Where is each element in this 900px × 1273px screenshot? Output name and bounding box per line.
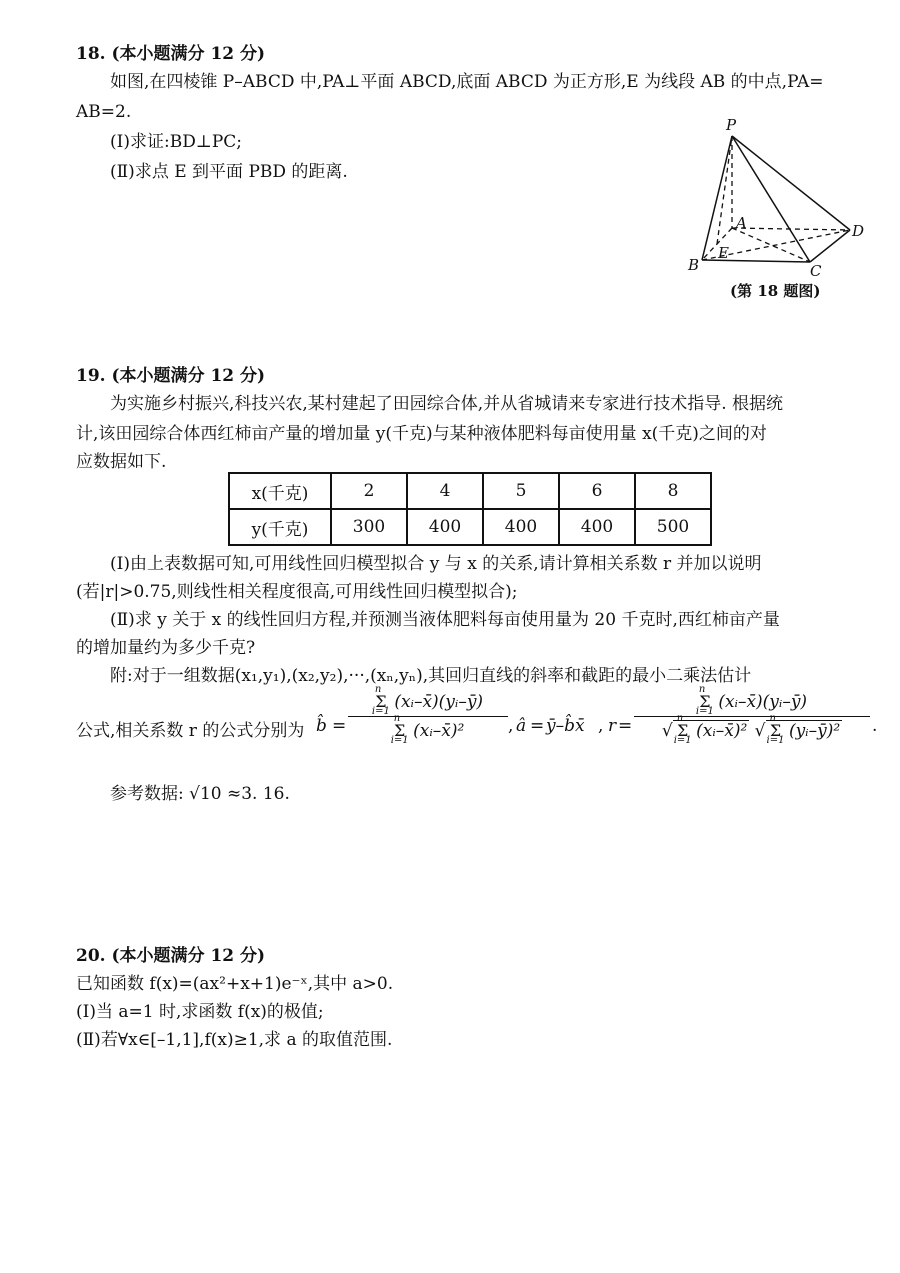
q19-reference-data: 参考数据: √10 ≈3. 16. xyxy=(110,784,290,804)
x-cell: 2 xyxy=(331,473,407,509)
b-hat-fraction: Σ n i=1 (xᵢ–x̄)(yᵢ–ȳ) Σ n i=1 (xᵢ–x̄)² xyxy=(348,690,508,743)
y-header: y(千克) xyxy=(229,509,331,545)
y-cell: 500 xyxy=(635,509,711,545)
q19-stem-line1: 为实施乡村振兴,科技兴农,某村建起了田园综合体,并从省城请来专家进行技术指导. 根据统 xyxy=(110,394,784,414)
r-symbol: r xyxy=(608,716,617,736)
q18-stem-line2: AB=2. xyxy=(76,102,132,122)
q20-part1: (Ⅰ)当 a=1 时,求函数 f(x)的极值; xyxy=(76,1002,324,1022)
edge-cd xyxy=(810,230,850,262)
pyramid-diagram xyxy=(660,110,880,300)
x-cell: 4 xyxy=(407,473,483,509)
a-hat-rhs: ȳ–b̂x̄ xyxy=(546,716,585,736)
x-cell: 5 xyxy=(483,473,559,509)
q19-heading: 19. (本小题满分 12 分) xyxy=(76,366,266,386)
q19-part2-line1: (Ⅱ)求 y 关于 x 的线性回归方程,并预测当液体肥料每亩使用量为 20 千克时,西红柿亩产量 xyxy=(110,610,780,630)
label-b: B xyxy=(688,256,700,274)
q19-part1-line2: (若|r|>0.75,则线性相关程度很高,可用线性回归模型拟合); xyxy=(76,582,518,602)
q19-part1-line1: (Ⅰ)由上表数据可知,可用线性回归模型拟合 y 与 x 的关系,请计算相关系数 r 并加以说明 xyxy=(110,554,762,574)
label-c: C xyxy=(810,262,822,280)
q18-figure xyxy=(660,110,880,300)
a-hat-symbol: â xyxy=(516,716,527,736)
q20-stem: 已知函数 f(x)=(ax²+x+1)e⁻ˣ,其中 a>0. xyxy=(76,974,394,994)
table-row-y xyxy=(229,509,711,545)
edge-pc xyxy=(732,136,810,262)
q19-stem-line3: 应数据如下. xyxy=(76,452,167,472)
b-hat-symbol: b̂ xyxy=(316,716,327,736)
q19-part2-line2: 的增加量约为多少千克? xyxy=(76,638,256,658)
q19-note-line1: 附:对于一组数据(x₁,y₁),(x₂,y₂),···,(xₙ,yₙ),其回归直线的斜率和截距的最小二乘法估计 xyxy=(110,666,752,686)
q18-heading: 18. (本小题满分 12 分) xyxy=(76,44,266,64)
q18-stem-line1: 如图,在四棱锥 P–ABCD 中,PA⊥平面 ABCD,底面 ABCD 为正方形,E 为线段 AB 的中点,PA= xyxy=(110,72,824,92)
label-p: P xyxy=(726,116,737,134)
label-d: D xyxy=(852,222,865,240)
x-cell: 8 xyxy=(635,473,711,509)
q18-part1: (Ⅰ)求证:BD⊥PC; xyxy=(110,132,242,152)
x-cell: 6 xyxy=(559,473,635,509)
r-fraction: Σ n i=1 (xᵢ–x̄)(yᵢ–ȳ) √ Σ n i=1 (xᵢ–x̄)² √ Σ n i=1 (yᵢ–ȳ)² xyxy=(634,690,870,743)
y-cell: 400 xyxy=(407,509,483,545)
q19-stem-line2: 计,该田园综合体西红柿亩产量的增加量 y(千克)与某种液体肥料每亩使用量 x(千克)之间的对 xyxy=(76,424,767,444)
q18-part2: (Ⅱ)求点 E 到平面 PBD 的距离. xyxy=(110,162,348,182)
q19-data-table xyxy=(228,472,712,546)
edge-ac xyxy=(732,228,810,262)
label-a: A xyxy=(736,214,747,232)
y-cell: 400 xyxy=(483,509,559,545)
q20-part2: (Ⅱ)若∀x∈[–1,1],f(x)≥1,求 a 的取值范围. xyxy=(76,1030,393,1050)
formula-prefix: 公式,相关系数 r 的公式分别为 xyxy=(76,721,305,741)
y-cell: 300 xyxy=(331,509,407,545)
x-header: x(千克) xyxy=(229,473,331,509)
label-e: E xyxy=(718,244,729,262)
regression-formulas: 公式,相关系数 r 的公式分别为 b̂ = Σ n i=1 (xᵢ–x̄)(yᵢ–ȳ) Σ n i=1 (xᵢ–x̄)² , â = ȳ–b̂x̄ , r = Σ n i=1 (xᵢ–x̄)(yᵢ–ȳ) √ Σ n i=1 (xᵢ–x̄)² √ Σ n i=1 (yᵢ–ȳ)² . xyxy=(76,684,878,746)
y-cell: 400 xyxy=(559,509,635,545)
table-row-x xyxy=(229,473,711,509)
edge-pd xyxy=(732,136,850,230)
q18-figure-caption: (第 18 题图) xyxy=(730,282,821,300)
edge-ad xyxy=(732,228,850,230)
q20-heading: 20. (本小题满分 12 分) xyxy=(76,946,266,966)
